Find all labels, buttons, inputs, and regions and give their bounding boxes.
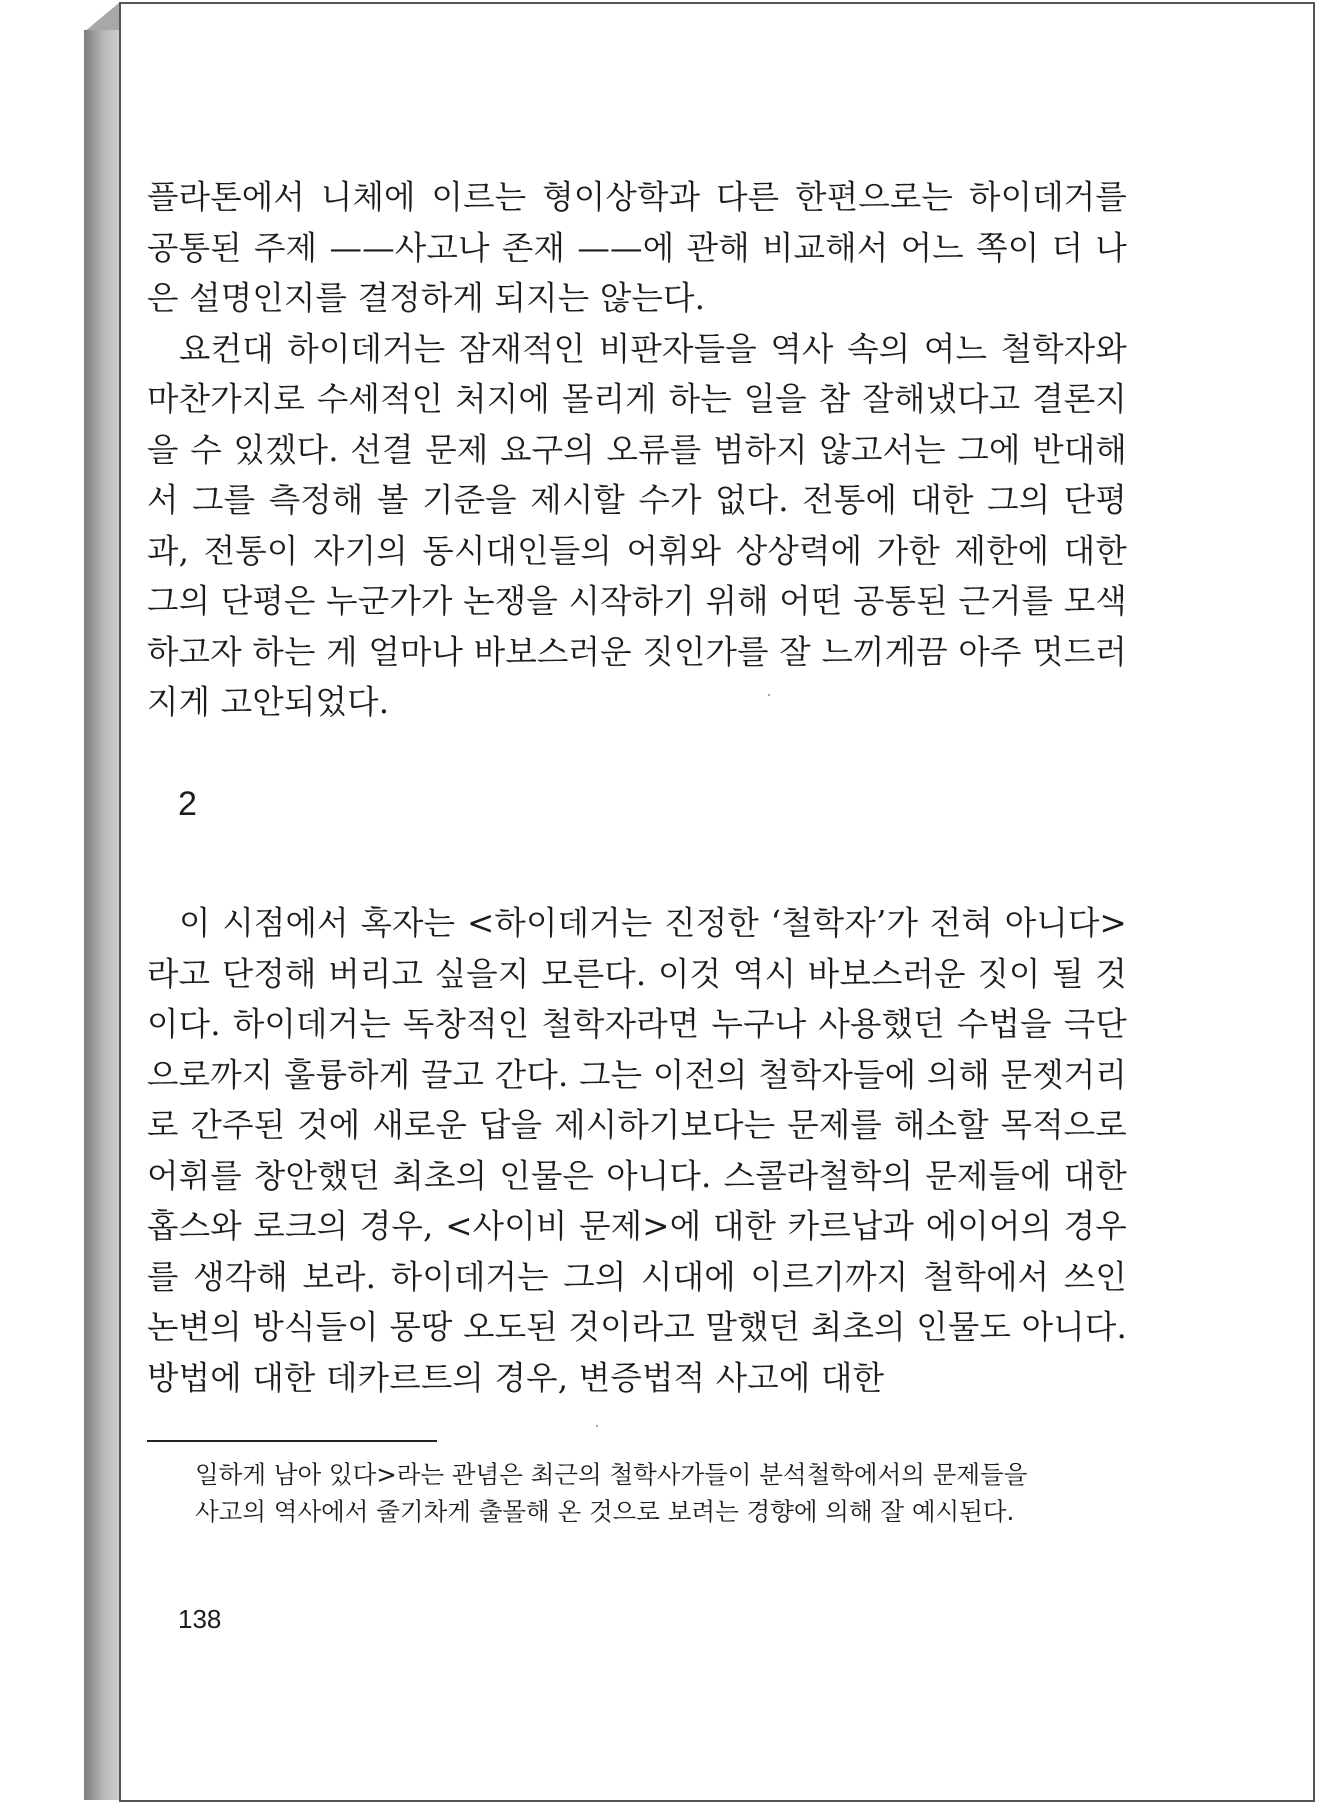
paragraph-2: 요컨대 하이데거는 잠재적인 비판자들을 역사 속의 여느 철학자와 마찬가지로 수세적인 처지에 몰리게 하는 일을 참 잘해냈다고 결론지을 수 있겠다. 선결 문제 요구의 오류를 범하지 않고서는 그에 반대해서 그를 측정해 볼 기준을 제시할 수가 없다. 전통에 대한 그의 단평과, 전통이 자기의 동시대인들의 어휘와 상상력에 가한 제한에 대한 그의 단평은 누군가가 논쟁을 시작하기 위해 어떤 공통된 근거를 모색하고자 하는 게 얼마나 바보스러운 짓인가를 잘 느끼게끔 아주 멋드러지게 고안되었다. [147,329,1127,721]
scan-speck [596,1425,598,1427]
footnote-line-2: 사고의 역사에서 줄기차게 출몰해 온 것으로 보려는 경향에 의해 잘 예시된다. [195,1497,1015,1526]
book-spine-top [84,2,120,32]
footnote-divider [147,1440,437,1442]
text-block-bottom [147,898,1127,1403]
paragraph-1: 플라톤에서 니체에 이르는 형이상학과 다른 한편으로는 하이데거를 공통된 주제 ——사고나 존재 ——에 관해 비교해서 어느 쪽이 더 나은 설명인지를 결정하게 되지는 않는다. [147,178,1127,317]
footnote-line-1: 일하게 남아 있다>라는 관념은 최근의 철학사가들이 분석철학에서의 문제들을 [195,1460,1028,1489]
paragraph-3: 이 시점에서 혹자는 <하이데거는 진정한 ‘철학자’가 전혀 아니다>라고 단정해 버리고 싶을지 모른다. 이것 역시 바보스러운 짓이 될 것이다. 하이데거는 독창적인 철학자라면 누구나 사용했던 수법을 극단으로까지 훌륭하게 끌고 간다. 그는 이전의 철학자들에 의해 문젯거리로 간주된 것에 새로운 답을 제시하기보다는 문제를 해소할 목적으로 어휘를 창안했던 최초의 인물은 아니다. 스콜라철학의 문제들에 대한 홉스와 로크의 경우, <사이비 문제>에 대한 카르납과 에이어의 경우를 생각해 보라. 하이데거는 그의 시대에 이르기까지 철학에서 쓰인 논변의 방식들이 몽땅 오도된 것이라고 말했던 최초의 인물도 아니다. 방법에 대한 데카르트의 경우, 변증법적 사고에 대한 [147,904,1127,1397]
footnote [195,1456,1125,1530]
text-block-top [147,172,1127,728]
page-number: 138 [178,1604,222,1634]
scan-speck [768,694,770,696]
section-number: 2 [178,785,197,823]
book-spine [84,30,120,1800]
